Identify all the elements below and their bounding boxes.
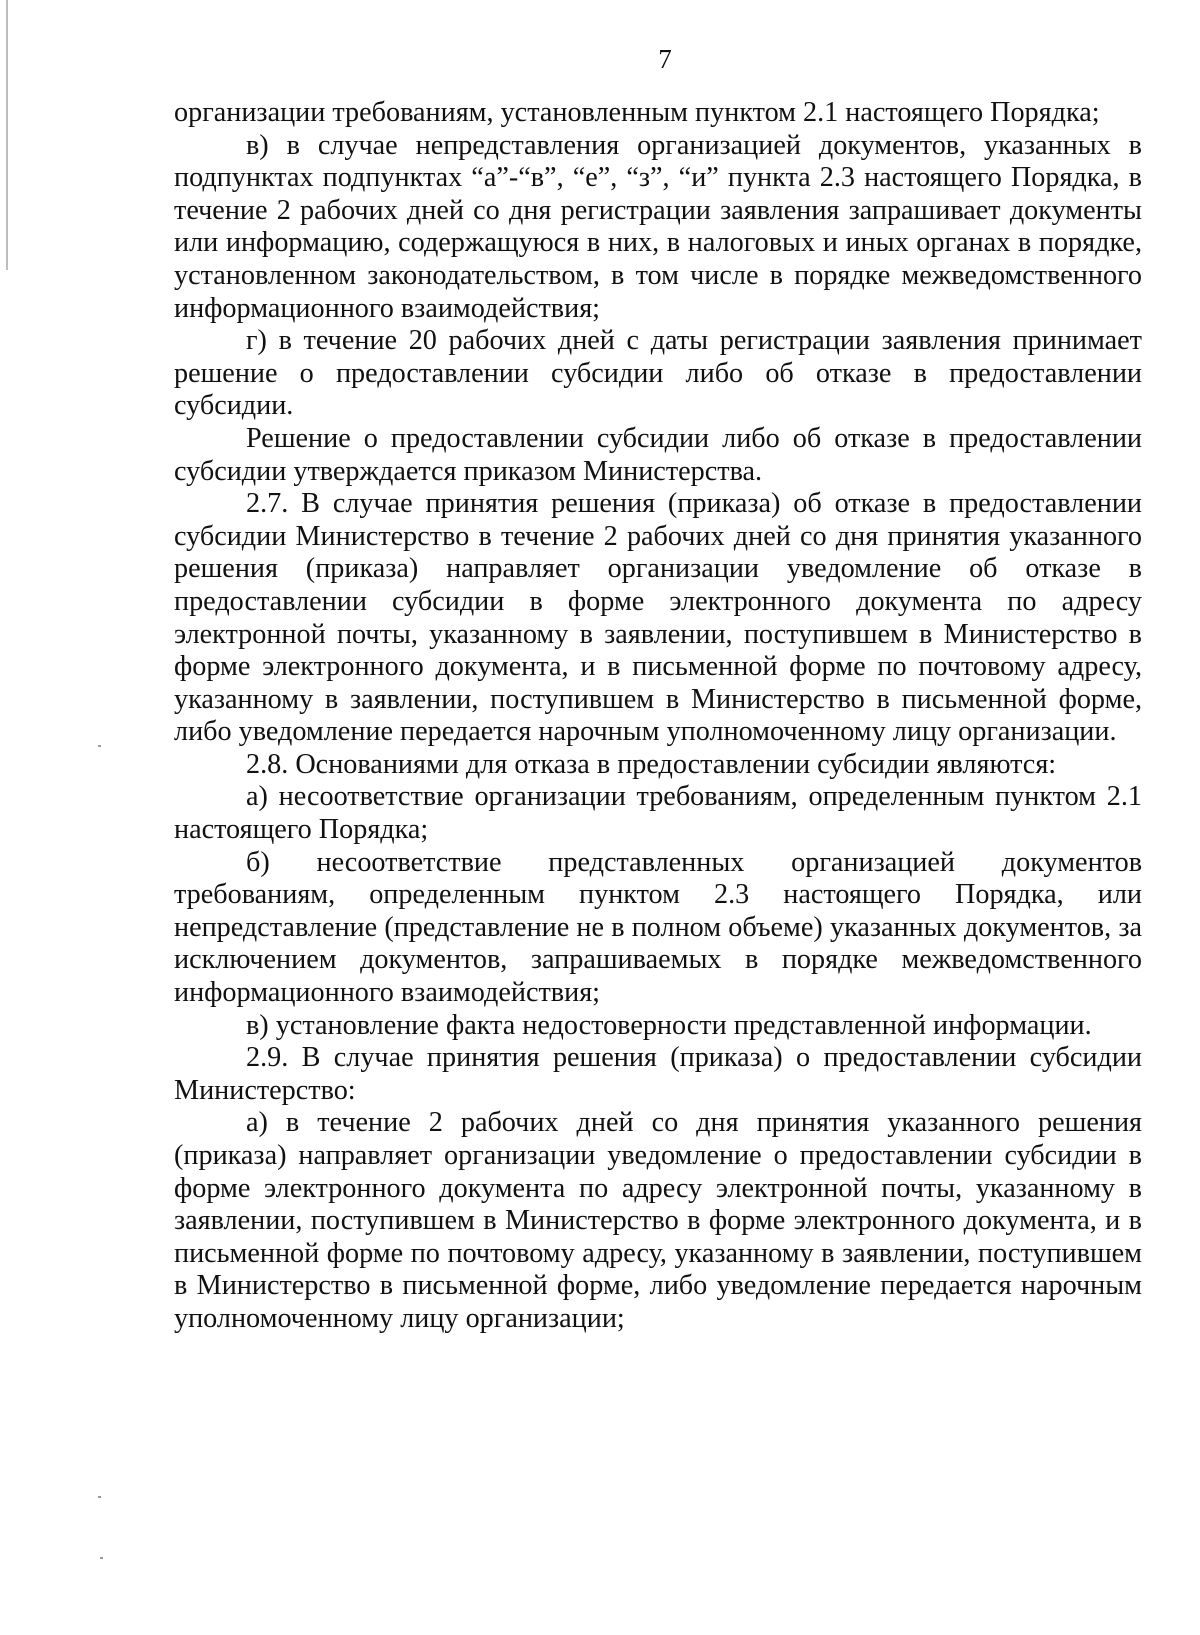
paragraph-continuation: организации требованиям, установленным пунктом 2.1 настоящего Порядка; xyxy=(174,97,1100,128)
paragraph-subitem-v: в) в случае непредставления организацией документов, указанных в подпунктах подпунктах “а”-“в”, “е”, “з”, “и” пункта 2.3 настоящего Порядка, в течение 2 рабочих дней со дня регистрации заявления запрашивает документы или информацию, содержащуюся в них, в налоговых и иных органах в порядке, установленном законодательством, в том числе в порядке межведомственного информационного взаимодействия; xyxy=(174,129,1142,324)
paragraph-clause-2-8-a: а) несоответствие организации требованиям, определенным пунктом 2.1 настоящего Порядка; xyxy=(174,781,1142,846)
page-number: 7 xyxy=(658,44,672,74)
scan-edge-shadow xyxy=(6,0,8,270)
scan-speck xyxy=(100,1557,103,1559)
paragraph-subitem-g: г) в течение 20 рабочих дней с даты регистрации заявления принимает решение о предоставлении субсидии либо об отказе в предоставлении субсидии. xyxy=(174,325,1142,422)
paragraph-clause-2-9: 2.9. В случае принятия решения (приказа) о предоставлении субсидии Министерство: xyxy=(174,1042,1142,1106)
scan-speck xyxy=(98,1496,101,1498)
paragraph-clause-2-8-b: б) несоответствие представленных организацией документов требованиям, определенным пунктом 2.3 настоящего Порядка, или непредставление (представление не в полном объеме) указанных документов, за исключением документов, запрашиваемых в порядке межведомственного информационного взаимодействия; xyxy=(174,846,1142,1009)
document-body xyxy=(174,97,1142,1336)
paragraph-decision: Решение о предоставлении субсидии либо об отказе в предоставлении субсидии утверждается приказом Министерства. xyxy=(174,422,1142,487)
paragraph-clause-2-8: 2.8. Основаниями для отказа в предоставлении субсидии являются: xyxy=(246,748,1057,780)
paragraph-clause-2-9-a: а) в течение 2 рабочих дней со дня принятия указанного решения (приказа) направляет организации уведомление о предоставлении субсидии в форме электронного документа по адресу электронной почты, указанному в заявлении, поступившем в Министерство в форме электронного документа, и в письменной форме по почтовому адресу, указанному в заявлении, поступившем в Министерство в письменной форме, либо уведомление передается нарочным уполномоченному лицу организации; xyxy=(174,1107,1142,1334)
paragraph-clause-2-8-v: в) установление факта недостоверности представленной информации. xyxy=(246,1009,1092,1041)
scan-speck xyxy=(98,745,101,747)
paragraph-clause-2-7: 2.7. В случае принятия решения (приказа) об отказе в предоставлении субсидии Министерство в течение 2 рабочих дней со дня принятия указанного решения (приказа) направляет организации уведомление об отказе в предоставлении субсидии в форме электронного документа по адресу электронной почты, указанному в заявлении, поступившем в Министерство в форме электронного документа, и в письменной форме по почтовому адресу, указанному в заявлении, поступившем в Министерство в письменной форме, либо уведомление передается нарочным уполномоченному лицу организации. xyxy=(174,488,1142,748)
